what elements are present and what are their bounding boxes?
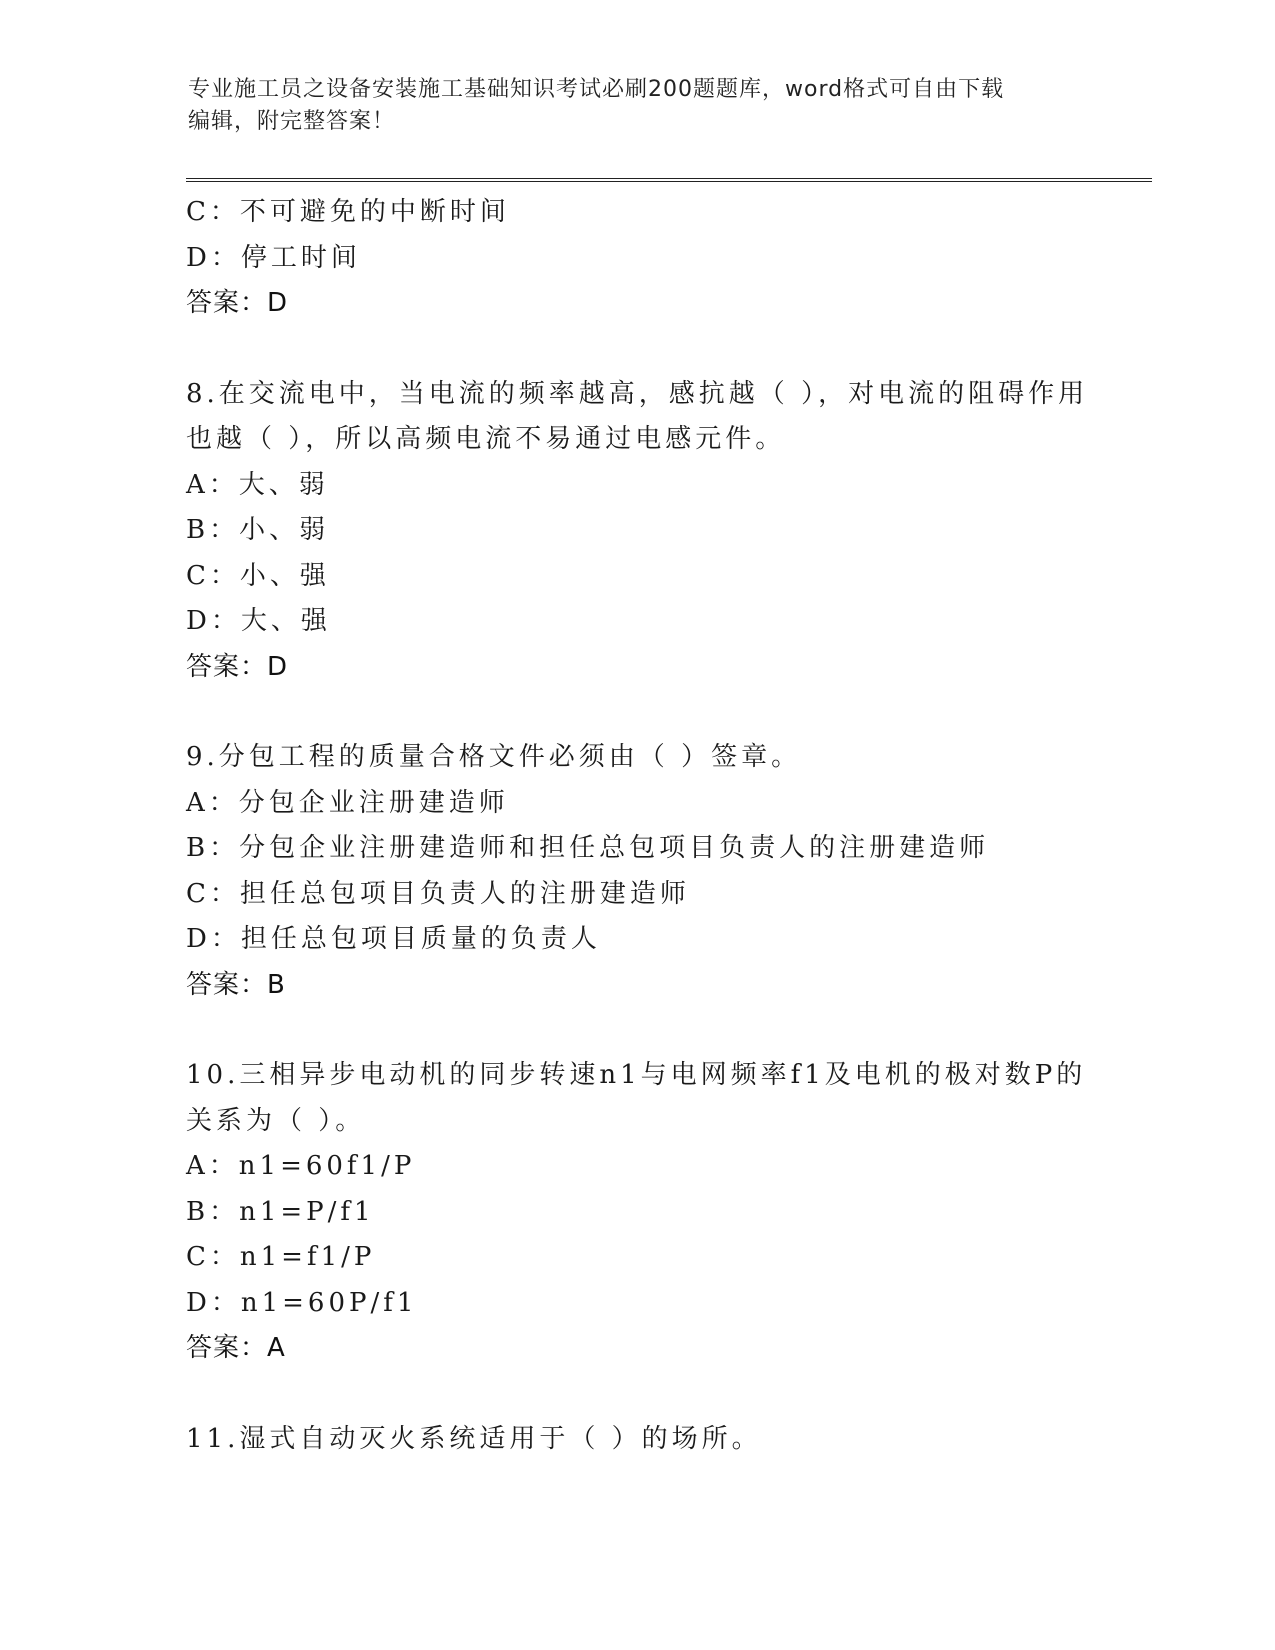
option-b: B：小、弱 <box>186 515 330 545</box>
option-c: C：担任总包项目负责人的注册建造师 <box>186 878 690 909</box>
question-10 <box>186 1053 1086 1372</box>
question-stem-cont: 也越（ ），所以高频电流不易通过电感元件。 <box>186 424 786 454</box>
spacer <box>186 1372 1086 1417</box>
question-stem: 8.在交流电中，当电流的频率越高，感抗越（ ），对电流的阻碍作用 <box>186 378 1089 409</box>
option-b: B：分包企业注册建造师和担任总包项目负责人的注册建造师 <box>186 833 990 863</box>
option-d: D：担任总包项目质量的负责人 <box>186 924 601 954</box>
option-b: B：n1=P/f1 <box>186 1196 375 1227</box>
spacer <box>186 1008 1086 1053</box>
header-divider <box>186 178 1152 182</box>
answer: 答案：A <box>186 1333 286 1363</box>
answer: 答案：D <box>186 288 289 318</box>
answer: 答案：D <box>186 651 289 682</box>
question-stem-cont: 关系为（ ）。 <box>186 1105 366 1136</box>
header-title-line-2: 编辑，附完整答案！ <box>188 109 396 134</box>
document-header <box>188 74 1088 138</box>
option-d: D：n1=60P/f1 <box>186 1287 418 1318</box>
question-stem: 10.三相异步电动机的同步转速n1与电网频率f1及电机的极对数P的 <box>186 1060 1087 1090</box>
option-c: C：小、强 <box>186 560 330 591</box>
option-a: A：分包企业注册建造师 <box>186 787 509 818</box>
question-list <box>186 190 1089 1462</box>
header-title-line-1: 专业施工员之设备安装施工基础知识考试必刷200题题库，word格式可自由下载 <box>188 77 1005 102</box>
question-stem: 11.湿式自动灭火系统适用于（ ）的场所。 <box>186 1423 762 1454</box>
option-a: A：n1=60f1/P <box>186 1151 416 1181</box>
option-d: D：大、强 <box>186 606 331 636</box>
question-11 <box>186 1417 1086 1463</box>
option-c: C：n1=f1/P <box>186 1242 376 1272</box>
answer: 答案：B <box>186 969 286 1000</box>
question-7-tail <box>186 190 1086 327</box>
spacer <box>186 690 1086 735</box>
option-c: C：不可避免的中断时间 <box>186 197 510 227</box>
question-9 <box>186 735 1086 1008</box>
spacer <box>186 327 1086 372</box>
option-d: D：停工时间 <box>186 242 361 273</box>
question-8 <box>186 372 1089 691</box>
question-stem: 9.分包工程的质量合格文件必须由（ ）签章。 <box>186 742 802 772</box>
option-a: A：大、弱 <box>186 469 329 500</box>
